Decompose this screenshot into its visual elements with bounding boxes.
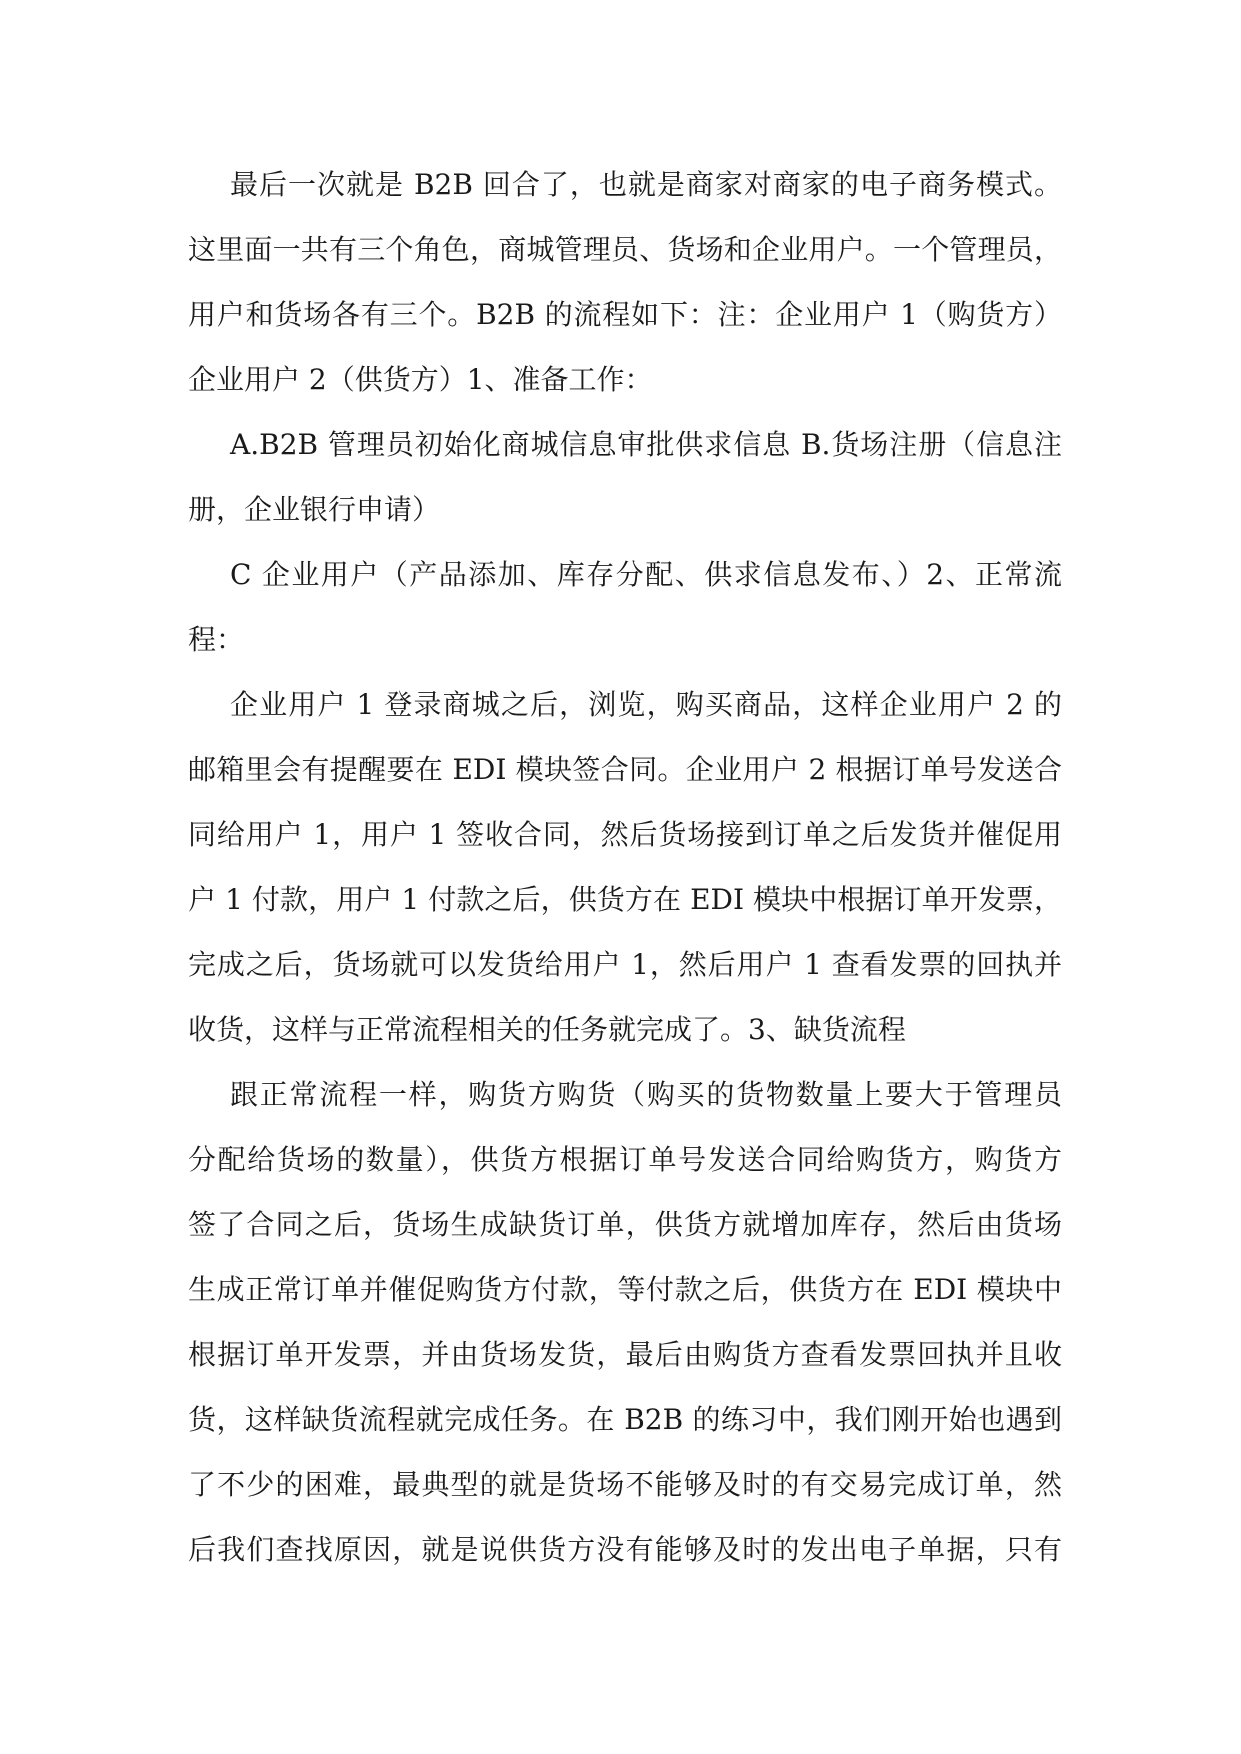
text-line: 户 1 付款，用户 1 付款之后，供货方在 EDI 模块中根据订单开发票，: [188, 883, 1062, 916]
text-line: A.B2B 管理员初始化商城信息审批供求信息 B.货场注册（信息注: [230, 428, 1062, 461]
text-line: 同给用户 1，用户 1 签收合同，然后货场接到订单之后发货并催促用: [188, 818, 1062, 851]
document-body: [188, 152, 1062, 1582]
text-line: 用户和货场各有三个。B2B 的流程如下：注：企业用户 1（购货方）: [188, 298, 1062, 331]
text-line: C 企业用户（产品添加、库存分配、供求信息发布、）2、正常流: [230, 558, 1062, 591]
text-line: 分配给货场的数量），供货方根据订单号发送合同给购货方，购货方: [188, 1143, 1062, 1176]
text-line: 跟正常流程一样，购货方购货（购买的货物数量上要大于管理员: [230, 1078, 1062, 1111]
text-line: 邮箱里会有提醒要在 EDI 模块签合同。企业用户 2 根据订单号发送合: [188, 753, 1062, 786]
text-line: 企业用户 1 登录商城之后，浏览，购买商品，这样企业用户 2 的: [230, 688, 1062, 721]
text-line: 签了合同之后，货场生成缺货订单，供货方就增加库存，然后由货场: [188, 1208, 1062, 1241]
text-line: 册，企业银行申请）: [188, 493, 441, 526]
text-line: 企业用户 2（供货方）1、准备工作：: [188, 363, 653, 396]
text-line: 程：: [188, 623, 245, 656]
text-line: 收货，这样与正常流程相关的任务就完成了。3、缺货流程: [188, 1013, 906, 1046]
text-line: 根据订单开发票，并由货场发货，最后由购货方查看发票回执并且收: [188, 1338, 1062, 1371]
text-line: 这里面一共有三个角色，商城管理员、货场和企业用户。一个管理员，: [188, 233, 1062, 266]
text-line: 完成之后，货场就可以发货给用户 1，然后用户 1 查看发票的回执并: [188, 948, 1062, 981]
text-line: 后我们查找原因，就是说供货方没有能够及时的发出电子单据，只有: [188, 1533, 1062, 1566]
text-line: 最后一次就是 B2B 回合了，也就是商家对商家的电子商务模式。: [230, 168, 1062, 201]
text-line: 了不少的困难，最典型的就是货场不能够及时的有交易完成订单，然: [188, 1468, 1062, 1501]
text-line: 货，这样缺货流程就完成任务。在 B2B 的练习中，我们刚开始也遇到: [188, 1403, 1062, 1436]
text-line: 生成正常订单并催促购货方付款，等付款之后，供货方在 EDI 模块中: [188, 1273, 1062, 1306]
